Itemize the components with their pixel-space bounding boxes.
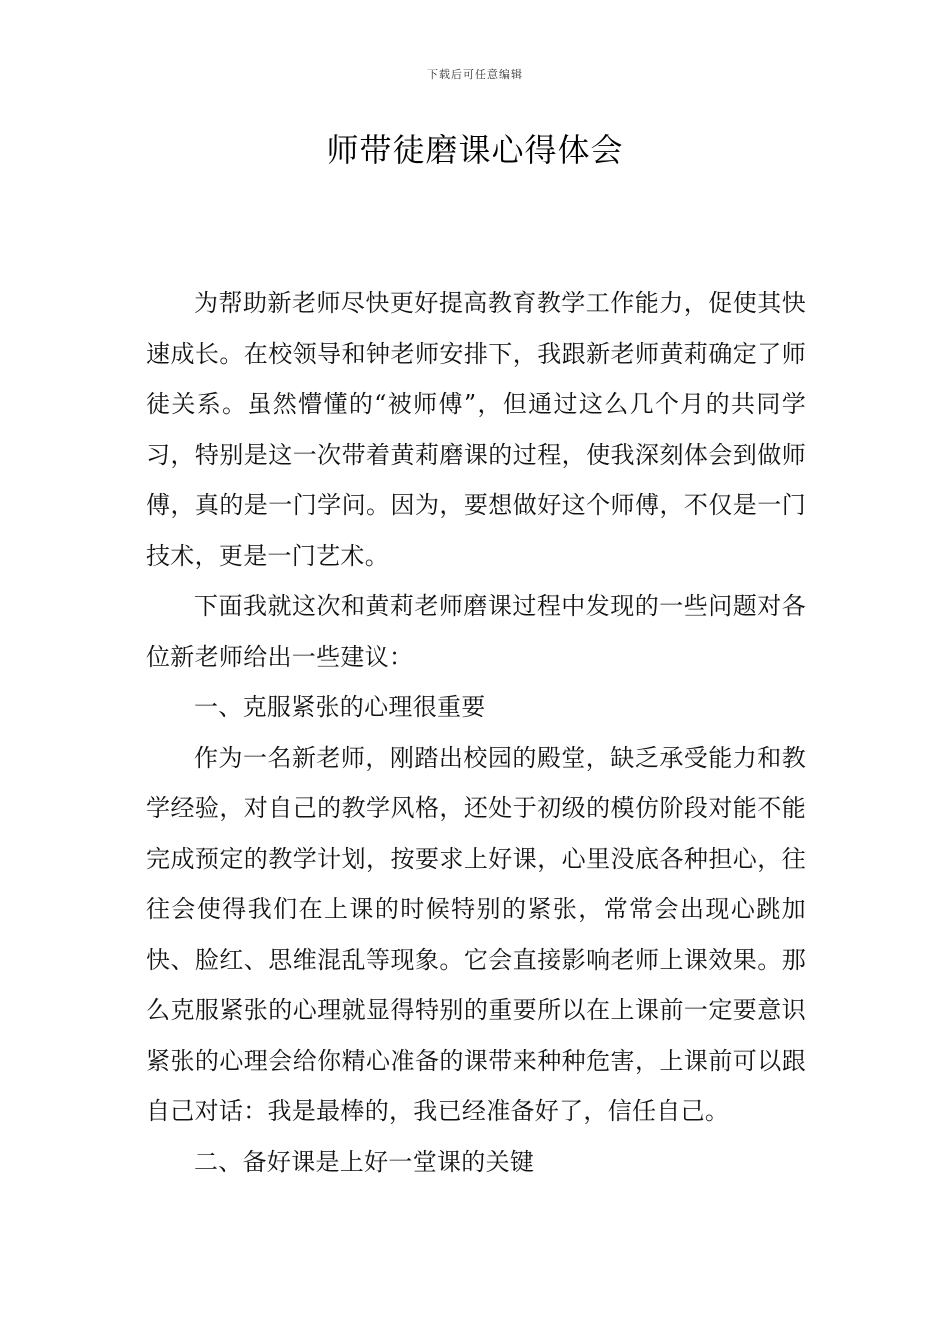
paragraph-intro: 为帮助新老师尽快更好提高教育教学工作能力，促使其快速成长。在校领导和钟老师安排下，我跟新老师黄莉确定了师徒关系。虽然懵懂的“被师傅”，但通过这么几个月的共同学习，特别是这一次带着黄莉磨课的过程，使我深刻体会到做师傅，真的是一门学问。因为，要想做好这个师傅，不仅是一门技术，更是一门艺术。 — [146, 289, 806, 570]
header-note: 下载后可任意编辑 — [427, 68, 523, 81]
section-heading-1: 一、克服紧张的心理很重要 — [194, 693, 486, 721]
paragraph-section-1: 作为一名新老师，刚踏出校园的殿堂，缺乏承受能力和教学经验，对自己的教学风格，还处于初级的模仿阶段对能不能完成预定的教学计划，按要求上好课，心里没底各种担心，往往会使得我们在上课的时候特别的紧张，常常会出现心跳加快、脸红、思维混乱等现象。它会直接影响老师上课效果。那么克服紧张的心理就显得特别的重要所以在上课前一定要意识紧张的心理会给你精心准备的课带来种种危害，上课前可以跟自己对话：我是最棒的，我已经准备好了，信任自己。 — [146, 743, 806, 1125]
document-title: 师带徒磨课心得体会 — [326, 131, 624, 169]
document-body — [146, 278, 806, 1187]
paragraph-suggestions-lead: 下面我就这次和黄莉老师磨课过程中发现的一些问题对各位新老师给出一些建议： — [146, 592, 806, 671]
section-heading-2: 二、备好课是上好一堂课的关键 — [194, 1147, 535, 1176]
